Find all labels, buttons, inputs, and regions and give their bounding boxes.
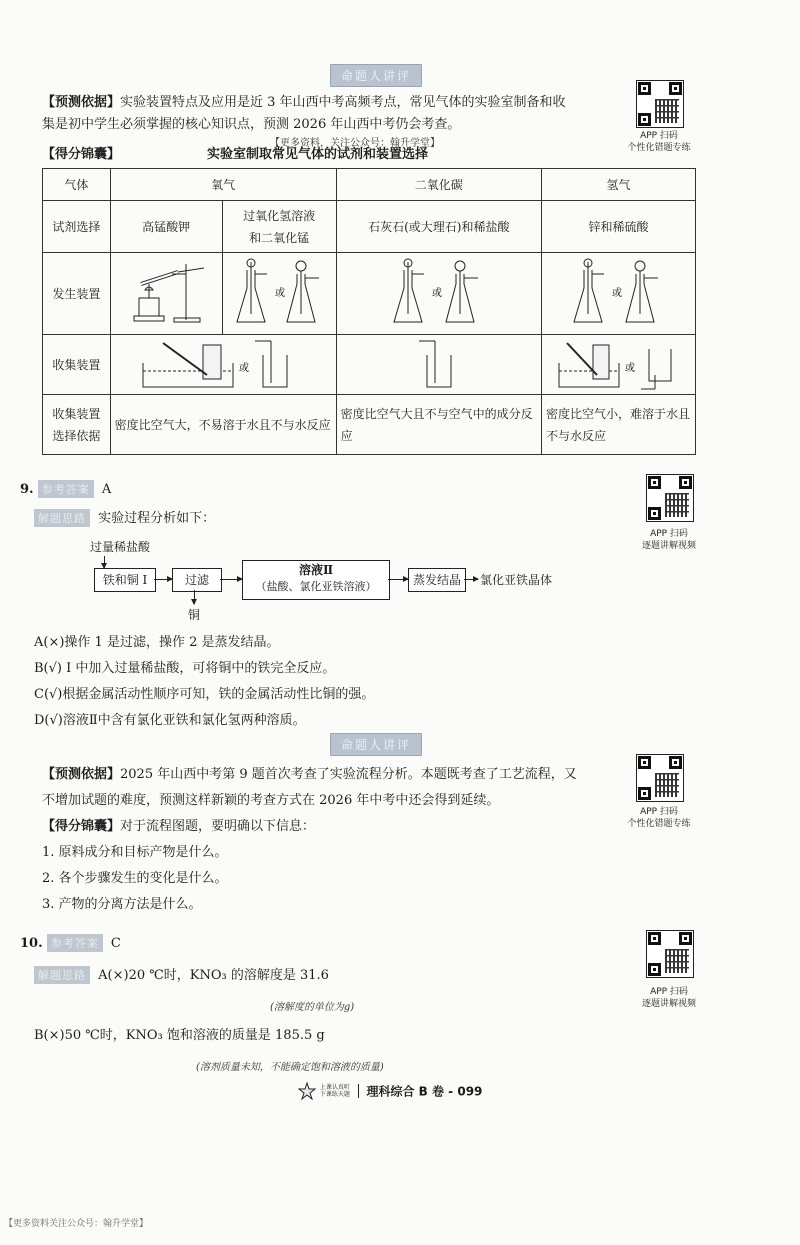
heating-apparatus-diagram — [116, 254, 216, 330]
option-b: B(×)50 ℃时，KNO₃ 饱和溶液的质量是 185.5 g — [34, 1028, 325, 1043]
page-label: 理科综合 B 卷 - 099 — [366, 1084, 483, 1099]
reagent-h2o2: 过氧化氢溶液 和二氧化锰 — [222, 201, 336, 253]
watermark-text: 【更多资料，关注公众号：翰升学堂】 — [270, 138, 440, 149]
header-co2: 二氧化碳 — [336, 169, 541, 201]
qr-code[interactable] — [636, 80, 684, 128]
score-tips-1 — [42, 144, 662, 166]
flow-reagent-label: 过量稀盐酸 — [90, 540, 151, 554]
basis-oxygen: 密度比空气大，不易溶于水且不与水反应 — [110, 395, 336, 455]
generator-flask-h2 — [542, 253, 696, 335]
score-tips-text: 对于流程图题，要明确以下信息： — [120, 819, 316, 834]
table-title: 实验室制取常见气体的试剂和装置选择 — [207, 147, 429, 162]
header-hydrogen: 氢气 — [542, 169, 696, 201]
qr-caption: APP 扫码 逐题讲解视频 — [641, 529, 696, 551]
option-a: A(×)20 ℃时，KNO₃ 的溶解度是 31.6 — [98, 968, 329, 983]
answer-tag: 参考答案 — [38, 480, 94, 498]
option-c: C(√)根据金属活动性顺序可知，铁的金属活动性比铜的强。 — [34, 687, 375, 702]
row-label-reagent: 试剂选择 — [43, 201, 111, 253]
flow-arrow-down — [194, 590, 195, 604]
answer-value: C — [110, 936, 121, 951]
flow-box-raw: 铁和铜 Ⅰ — [94, 568, 156, 592]
svg-text:或: 或 — [624, 363, 635, 374]
tip-point: 2. 各个步骤发生的变化是什么。 — [42, 871, 228, 886]
option-d: D(√)溶液Ⅱ中含有氯化亚铁和氯化氢两种溶质。 — [34, 713, 306, 728]
flow-arrow — [220, 579, 242, 580]
footer — [298, 1082, 482, 1100]
generator-flask-o2 — [222, 253, 336, 335]
flow-byproduct-label: 铜 — [188, 608, 201, 622]
flask-apparatus-diagram — [384, 254, 494, 330]
basis-co2: 密度比空气大且不与空气中的成分反应 — [336, 395, 541, 455]
flow-box-filter: 过滤 — [172, 568, 222, 592]
answer-value: A — [101, 482, 112, 497]
header-gas: 气体 — [43, 169, 111, 201]
annotation-note: (溶剂质量未知，不能确定饱和溶液的质量) — [196, 1062, 384, 1073]
prediction-basis-1 — [42, 92, 642, 136]
svg-text:或: 或 — [431, 288, 442, 299]
solution-content: （盐酸、氯化亚铁溶液） — [255, 580, 377, 593]
collector-oxygen — [110, 335, 336, 395]
qr-code[interactable] — [636, 754, 684, 802]
header-oxygen: 氧气 — [110, 169, 336, 201]
flow-arrow — [154, 579, 172, 580]
generator-heating — [110, 253, 222, 335]
q9-answer-line — [20, 480, 111, 498]
answer-tag: 参考答案 — [47, 934, 103, 952]
label-score-tips: 【得分锦囊】 — [42, 147, 121, 162]
flow-arrow — [388, 579, 408, 580]
qr-caption: APP 扫码 逐题讲解视频 — [641, 987, 696, 1009]
qr-code[interactable] — [646, 930, 694, 978]
generator-flask-co2 — [336, 253, 541, 335]
collector-hydrogen — [542, 335, 696, 395]
prediction-basis-2 — [42, 762, 642, 918]
svg-text:或: 或 — [275, 288, 286, 299]
annotation-note: (溶解度的单位为g) — [270, 1002, 355, 1013]
q9-options — [34, 630, 634, 734]
flask-apparatus-diagram — [227, 254, 331, 330]
option-b: B(√) Ⅰ 中加入过量稀盐酸，可将铜中的铁完全反应。 — [34, 661, 336, 676]
water-and-air-collection-diagram — [123, 335, 323, 391]
label-prediction: 【预测依据】 — [42, 767, 121, 782]
qr-caption: APP 扫码 个性化错题专练 — [627, 807, 691, 829]
flow-product-label: 氯化亚铁晶体 — [480, 573, 553, 587]
option-a: A(×)操作 1 是过滤，操作 2 是蒸发结晶。 — [34, 635, 280, 650]
svg-text:或: 或 — [611, 288, 622, 299]
flask-apparatus-diagram — [564, 254, 674, 330]
basis-hydrogen: 密度比空气小，难溶于水且不与水反应 — [542, 395, 696, 455]
analysis-tag: 解题思路 — [34, 509, 90, 527]
footer-divider — [358, 1084, 359, 1098]
label-prediction: 【预测依据】 — [42, 95, 121, 110]
flow-box-crystallize: 蒸发结晶 — [408, 568, 466, 592]
prediction-text-a: 实验装置特点及应用是近 3 年山西中考高频考点，常见气体的实验室制备和收 — [120, 95, 566, 110]
row-label-basis: 收集装置 选择依据 — [43, 395, 111, 455]
q10-analysis-line — [34, 964, 329, 984]
logo-text: 上课认真听 下课练天题 — [319, 1084, 350, 1098]
question-number: 9. — [20, 482, 34, 497]
row-label-collector: 收集装置 — [43, 335, 111, 395]
qr-caption: APP 扫码 个性化错题专练 — [627, 131, 691, 153]
star-logo-icon — [298, 1082, 316, 1100]
reagent-kmno4: 高锰酸钾 — [110, 201, 222, 253]
tip-point: 3. 产物的分离方法是什么。 — [42, 897, 202, 912]
question-number: 10. — [20, 936, 43, 951]
label-score-tips: 【得分锦囊】 — [42, 819, 121, 834]
row-label-generator: 发生装置 — [43, 253, 111, 335]
solution-title: 溶液Ⅱ — [298, 563, 334, 577]
air-collection-diagram — [409, 335, 469, 391]
water-and-air-collection-diagram — [549, 335, 689, 391]
flow-arrow — [464, 579, 478, 580]
flow-box-solution — [242, 560, 390, 600]
q9-analysis-line — [34, 507, 215, 527]
reagent-zinc: 锌和稀硫酸 — [542, 201, 696, 253]
prediction-text-a: 2025 年山西中考第 9 题首次考查了实验流程分析。本题既考查了工艺流程，又 — [120, 767, 577, 782]
section-banner: 命题人讲评 — [330, 733, 422, 756]
reagent-limestone: 石灰石(或大理石)和稀盐酸 — [336, 201, 541, 253]
collector-co2 — [336, 335, 541, 395]
q10-answer-line — [20, 934, 121, 952]
analysis-intro: 实验过程分析如下： — [98, 511, 216, 526]
flow-arrow-down — [104, 556, 105, 568]
prediction-text-b: 不增加试题的难度，预测这样新颖的考查方式在 2026 年中考中还会得到延续。 — [42, 793, 500, 808]
svg-text:或: 或 — [239, 363, 250, 374]
tip-point: 1. 原料成分和目标产物是什么。 — [42, 845, 228, 860]
qr-code[interactable] — [646, 474, 694, 522]
gas-preparation-table — [42, 168, 696, 455]
bottom-watermark: 【更多资料关注公众号：翰升学堂】 — [4, 1219, 149, 1229]
section-banner: 命题人讲评 — [330, 64, 422, 87]
analysis-tag: 解题思路 — [34, 966, 90, 984]
prediction-text-b: 集是初中学生必须掌握的核心知识点，预测 2026 年山西中考仍会考查。 — [42, 117, 461, 132]
